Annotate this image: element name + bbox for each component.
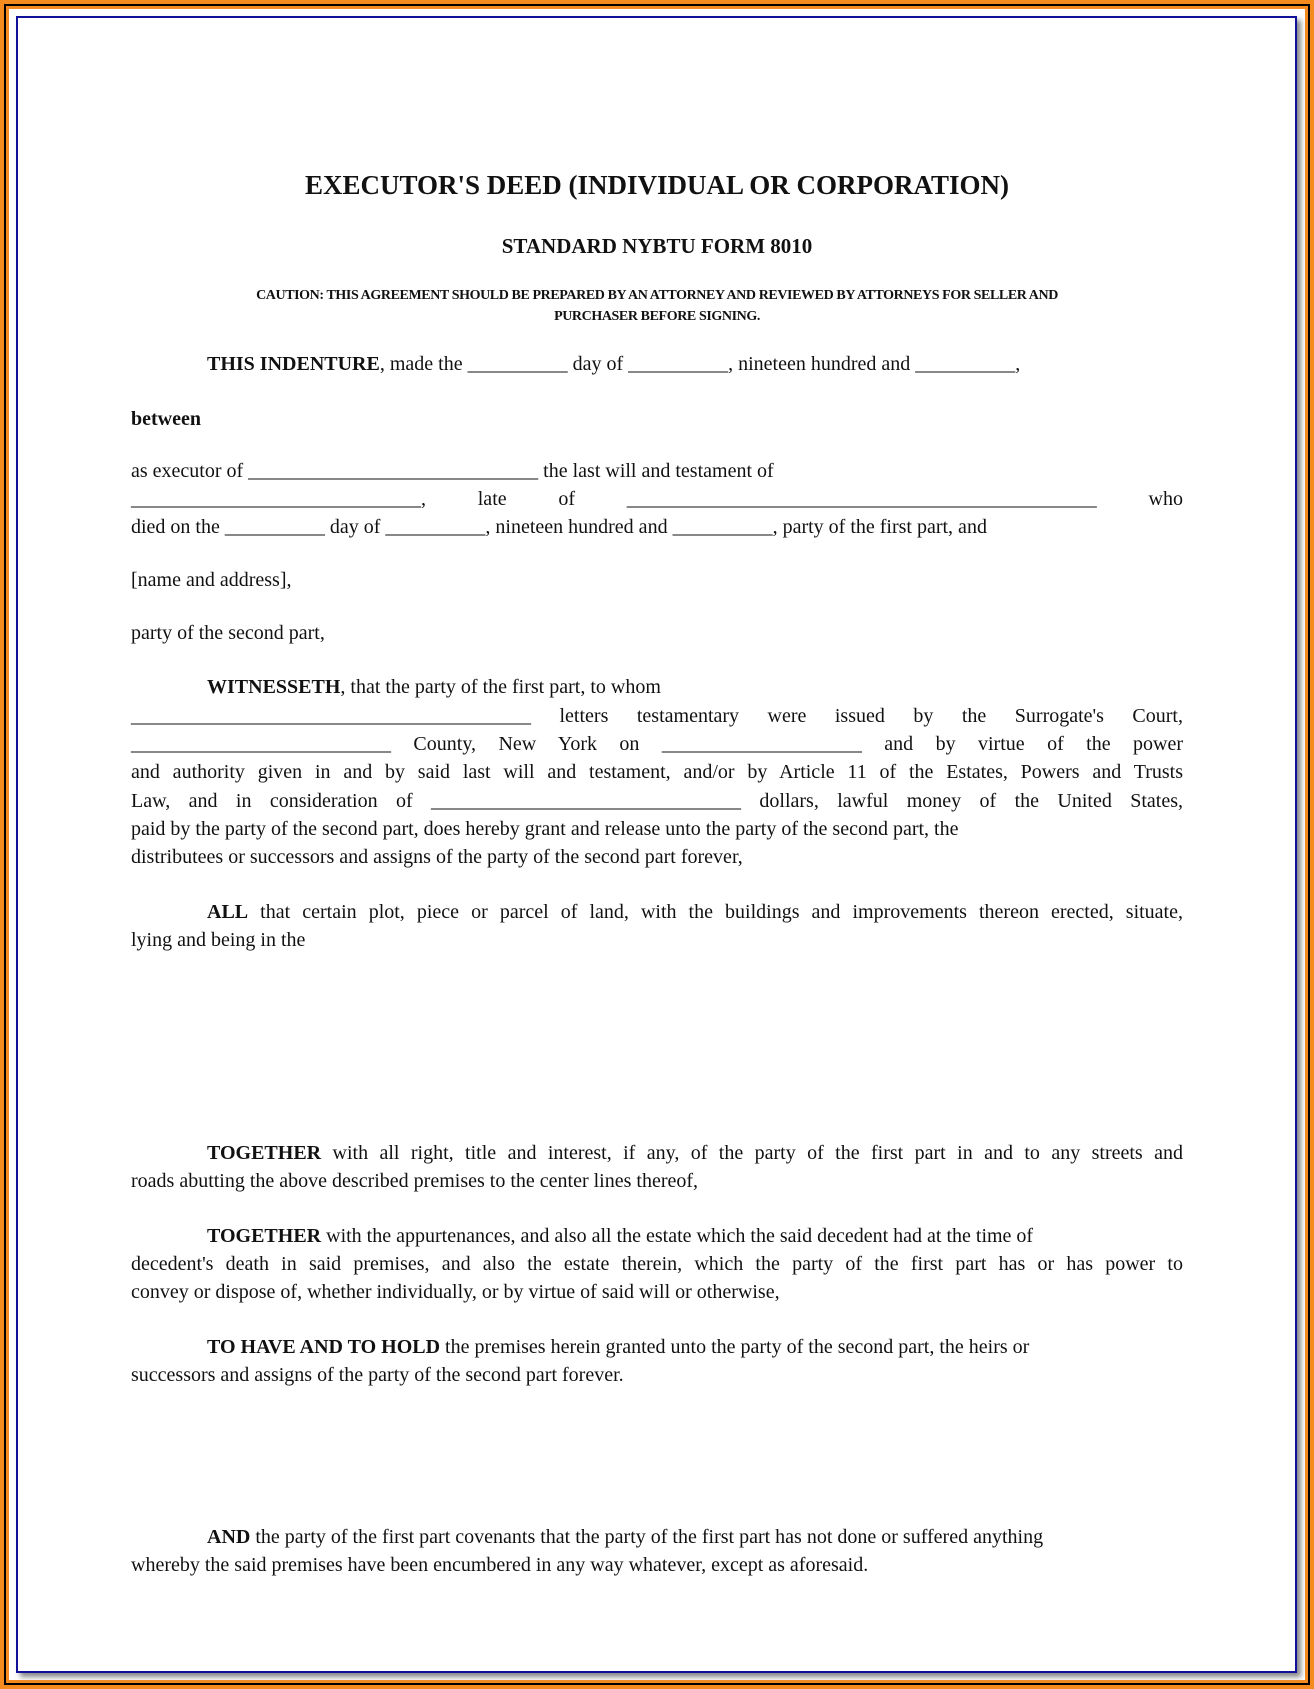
- deed-text-line: [131, 789, 1183, 813]
- line-text: the party of the first part covenants that the party of the first part has not done or suffered anything: [250, 1526, 1044, 1548]
- deed-text-line: [131, 760, 1183, 784]
- caution-line-1: CAUTION: THIS AGREEMENT SHOULD BE PREPARED BY AN ATTORNEY AND REVIEWED BY ATTORNEYS FOR SELLER AND: [256, 288, 1058, 303]
- line-text: Law, and in consideration of _______________________________ dollars, lawful money of the United States,: [131, 790, 1183, 812]
- deed-text-line: [131, 1553, 1183, 1577]
- deed-text-line: [131, 732, 1183, 756]
- deed-text-line: [131, 515, 1183, 539]
- deed-text-line: [207, 675, 1183, 699]
- line-text: roads abutting the above described premises to the center lines thereof,: [131, 1170, 699, 1192]
- line-text: lying and being in the: [131, 929, 306, 951]
- line-text: [name and address],: [131, 569, 292, 591]
- deed-text-line: [131, 568, 1183, 592]
- deed-text-line: [207, 900, 1183, 924]
- form-subtitle: STANDARD NYBTU FORM 8010: [501, 234, 813, 258]
- deed-text-line: [207, 1335, 1183, 1359]
- deed-text-line: [131, 487, 1183, 511]
- deed-text-line: [131, 407, 1183, 431]
- deed-text-line: [131, 704, 1183, 728]
- line-text: paid by the party of the second part, does hereby grant and release unto the party of the second part, the: [131, 818, 959, 840]
- caution-line-2: PURCHASER BEFORE SIGNING.: [554, 309, 760, 324]
- line-text: died on the __________ day of __________, nineteen hundred and __________, party of the first part, and: [131, 516, 987, 538]
- deed-text-line: [131, 621, 1183, 645]
- line-text: _____________________________, late of _______________________________________________ who: [131, 488, 1183, 510]
- line-text: ________________________________________ letters testamentary were issued by the Surrogate's Court,: [131, 705, 1183, 727]
- bold-lead-word: between: [131, 408, 201, 430]
- document-title: EXECUTOR'S DEED (INDIVIDUAL OR CORPORATION): [304, 170, 1010, 200]
- bold-lead-word: WITNESSETH: [207, 676, 341, 698]
- deed-text-line: [131, 1363, 1183, 1387]
- deed-text-line: [131, 1169, 1183, 1193]
- line-text: that certain plot, piece or parcel of land, with the buildings and improvements thereon erected, situate,: [248, 901, 1183, 923]
- line-text: , made the __________ day of __________, nineteen hundred and __________,: [379, 353, 1021, 375]
- line-text: __________________________ County, New York on ____________________ and by virtue of the power: [131, 733, 1183, 755]
- deed-text-line: [131, 817, 1183, 841]
- bold-lead-word: ALL: [207, 901, 249, 923]
- line-text: , that the party of the first part, to whom: [340, 676, 661, 698]
- deed-text-line: [207, 1141, 1183, 1165]
- deed-text-line: [131, 845, 1183, 869]
- line-text: with all right, title and interest, if any, of the party of the first part in and to any streets and: [321, 1142, 1183, 1164]
- line-text: party of the second part,: [131, 622, 325, 644]
- bold-lead-word: TO HAVE AND TO HOLD: [207, 1336, 441, 1358]
- deed-text-line: [131, 459, 1183, 483]
- line-text: whereby the said premises have been encumbered in any way whatever, except as aforesaid.: [131, 1554, 869, 1576]
- bold-lead-word: AND: [207, 1526, 251, 1548]
- line-text: with the appurtenances, and also all the estate which the said decedent had at the time of: [321, 1225, 1034, 1247]
- deed-text-line: [207, 1224, 1183, 1248]
- line-text: distributees or successors and assigns of the party of the second part forever,: [131, 846, 743, 868]
- deed-text-line: [131, 928, 1183, 952]
- line-text: successors and assigns of the party of the second part forever.: [131, 1364, 624, 1386]
- line-text: and authority given in and by said last will and testament, and/or by Article 11 of the Estates, Powers and Trusts: [131, 761, 1183, 783]
- line-text: as executor of _____________________________ the last will and testament of: [131, 460, 774, 482]
- bold-lead-word: TOGETHER: [207, 1142, 322, 1164]
- line-text: convey or dispose of, whether individually, or by virtue of said will or otherwise,: [131, 1281, 780, 1303]
- line-text: decedent's death in said premises, and also the estate therein, which the party of the first part has or has power to: [131, 1253, 1183, 1275]
- deed-text-line: [131, 1280, 1183, 1304]
- deed-text-line: [207, 352, 1183, 376]
- bold-lead-word: TOGETHER: [207, 1225, 322, 1247]
- bold-lead-word: THIS INDENTURE: [207, 353, 380, 375]
- line-text: the premises herein granted unto the party of the second part, the heirs or: [440, 1336, 1030, 1358]
- deed-text-line: [207, 1525, 1183, 1549]
- deed-text-line: [131, 1252, 1183, 1276]
